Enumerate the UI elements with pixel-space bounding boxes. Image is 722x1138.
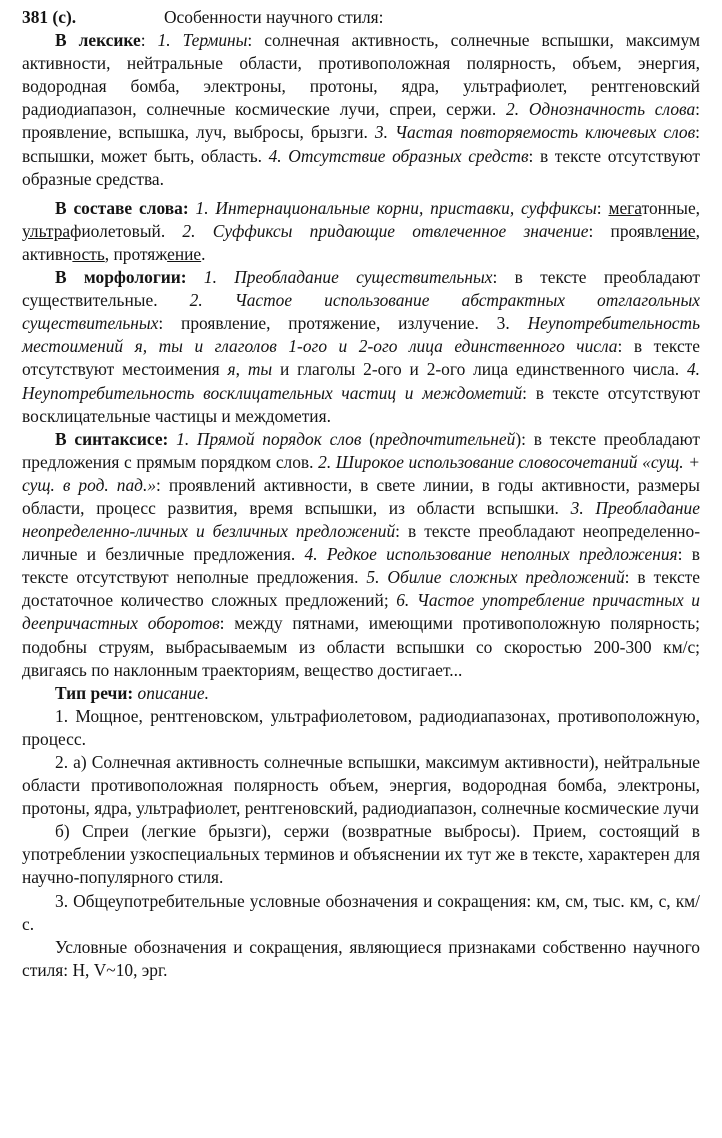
syntax-text-5: : в тексте достаточное количество сложных предложений; <box>22 567 700 611</box>
lexicon-paragraph: В лексике: 1. Термины: солнечная активность, солнечные вспышки, максимум активности, нейтральные области, противоположная полярность, объем, энергия, водородная бомба, электроны, протоны, ядра, ультрафиолет, рентгеновский радиодиапазон, солнечные космические лучи, спреи, сержи. 2. Однозначность слова: проявление, вспышка, луч, выбросы, брызги. 3. Частая повторяемость ключевых слов: вспышки, может быть, область. 4. Отсутствие образных средств: в тексте отсутствуют образные средства. <box>22 30 700 189</box>
lexicon-label-unambiguity: Однозначность слова <box>528 99 696 120</box>
syntax-label-6: 6. Частое употребление причастных и деепричастных оборотов <box>22 590 700 634</box>
word-rest: фиолетовый. <box>70 220 166 241</box>
task-1: 1. Мощное, рентгеновском, ультрафиолетовом, радиодиапазонах, противоположную, процесс. <box>22 705 700 749</box>
lexicon-heading: В лексике <box>55 30 141 51</box>
word-structure-paragraph: В составе слова: 1. Интернациональные корни, приставки, суффиксы: мегатонные, ультрафиолетовый. 2. Суффиксы придающие отвлеченное значение: проявление, активность, протяжение. <box>22 197 701 264</box>
speech-type-paragraph <box>22 682 700 705</box>
morphology-text-3a: : в тексте отсутствуют местоимения <box>22 336 700 380</box>
syntax-text-4: : в тексте отсутствуют неполные предложения. <box>22 544 700 588</box>
word-structure-label-2: 2. Суффиксы придающие отвлеченное значение <box>182 220 589 241</box>
morphology-text-2: : проявление, протяжение, излучение. <box>158 313 479 334</box>
syntax-label-4: 4. Редкое использование неполных предложения <box>304 544 678 565</box>
word-stem: активн <box>22 243 73 264</box>
lexicon-label-terms: Термины <box>182 30 248 51</box>
syntax-label-2: 2. Широкое использование словосочетаний «сущ. + сущ. в род. пад.» <box>22 451 700 495</box>
syntax-label-3: 3. Преобладание неопределенно-личных и безличных предложений <box>22 497 700 542</box>
lexicon-item-number: 1. <box>157 30 171 51</box>
speech-type-heading: Тип речи: <box>55 682 134 703</box>
speech-type-value: описание. <box>137 682 209 703</box>
pronoun-ty: ты <box>247 359 273 380</box>
task-3: 3. Общеупотребительные условные обозначения и сокращения: км, см, тыс. км, с, км/с. <box>22 890 700 934</box>
morphology-label-3: Неупотребительность местоимений я, ты и глаголов 1-ого и 2-ого лица единственного числа <box>22 313 700 357</box>
syntax-text-2: : проявлений активности, в свете линии, в годы активности, размеры области, процесс развития, время вспышки, из области вспышки. <box>22 474 700 518</box>
lexicon-text-terms: : солнечная активность, солнечные вспышки, максимум активности, нейтральные области, противоположная полярность, объем, энергия, водородная бомба, электроны, протоны, ядра, ультрафиолет, рентгеновский радиодиапазон, солнечные космические лучи, спреи, сержи. <box>22 30 700 120</box>
word-suffix: ость <box>72 243 105 264</box>
comma: , <box>235 359 248 380</box>
exercise-header <box>22 6 700 29</box>
morphology-text-4: : в тексте отсутствуют восклицательные частицы и междометия. <box>22 382 700 426</box>
morphology-paragraph <box>22 266 700 428</box>
syntax-text-6: : между пятнами, имеющими противоположную полярность; подобны струям, выбрасываемым из области вспышки со скоростью 200-300 км/с; двигаясь по наклонным траекториям, вещество достигает... <box>22 613 700 680</box>
exercise-title: Особенности научного стиля: <box>164 7 384 27</box>
morphology-label-1: 1. Преобладание существительных <box>203 267 493 288</box>
word-suffix: ение <box>167 243 202 264</box>
morphology-heading: В морфологии: <box>55 267 187 288</box>
task-2a: 2. а) Солнечная активность солнечные вспышки, максимум активности), нейтральные области противоположная полярность объем, энергия, водородная бомба, электроны, протоны, ядра, ультрафиолет, рентгеновский, радиодиапазон, солнечные космические лучи <box>22 752 700 819</box>
morphology-label-2: 2. Частое использование абстрактных отглагольных существительных <box>22 290 700 334</box>
syntax-paragraph <box>22 428 700 682</box>
exercise-number: 381 (с). <box>22 7 77 27</box>
lexicon-text-imagery: : в тексте отсутствуют образные средства. <box>22 145 700 189</box>
lexicon-item-number: 3. <box>374 122 388 143</box>
pronoun-ya: я <box>227 359 236 380</box>
syntax-text-3: : в тексте преобладают неопределенно-личные и безличные предложения. <box>22 521 700 565</box>
morphology-label-4: 4. Неупотребительность восклицательных частиц и междометий <box>22 359 700 403</box>
word-stem: протяж <box>113 243 168 264</box>
word-stem: проявл <box>610 220 662 241</box>
lexicon-label-repetition: Частая повторяемость ключевых слов <box>395 122 696 143</box>
task-2b: б) Спреи (легкие брызги), сержи (возвратные выбросы). Прием, состоящий в употреблении узкоспециальных терминов и объяснении их тут же в тексте, характерен для научно-популярного стиля. <box>22 821 700 888</box>
task-4: Условные обозначения и сокращения, являющиеся признаками собственно научного стиля: Н, V~10, эрг. <box>22 936 700 980</box>
word-rest: тонные, <box>641 197 701 218</box>
syntax-pref: предпочтительней <box>374 428 516 449</box>
word-prefix: ультра <box>22 220 71 241</box>
word-suffix: ение <box>661 220 696 241</box>
morphology-text-3b: и глаголы 2-ого и 2-ого лица единственного числа. <box>272 359 680 380</box>
lexicon-text-repetition: : вспышки, может быть, область. <box>22 122 700 166</box>
word-structure-label-1: 1. Интернациональные корни, приставки, суффиксы <box>195 197 597 218</box>
lexicon-item-number: 2. <box>506 99 520 120</box>
lexicon-item-number: 4. <box>268 145 282 166</box>
syntax-heading: В синтаксисе: <box>55 428 169 449</box>
syntax-label-1: 1. Прямой порядок слов <box>176 428 362 449</box>
lexicon-text-unambiguity: : проявление, вспышка, луч, выбросы, брызги. <box>22 99 700 143</box>
word-prefix: мега <box>608 197 642 218</box>
morphology-text-1: : в тексте преобладают существительные. <box>22 267 700 311</box>
syntax-text-1: ): в тексте преобладают предложения с прямым порядком слов. <box>22 428 700 472</box>
word-structure-heading: В составе слова: <box>55 197 189 218</box>
lexicon-label-imagery: Отсутствие образных средств <box>288 145 529 166</box>
paren: ( <box>361 428 375 449</box>
syntax-label-5: 5. Обилие сложных предложений <box>366 567 625 588</box>
morphology-number-3: 3. <box>496 313 510 334</box>
